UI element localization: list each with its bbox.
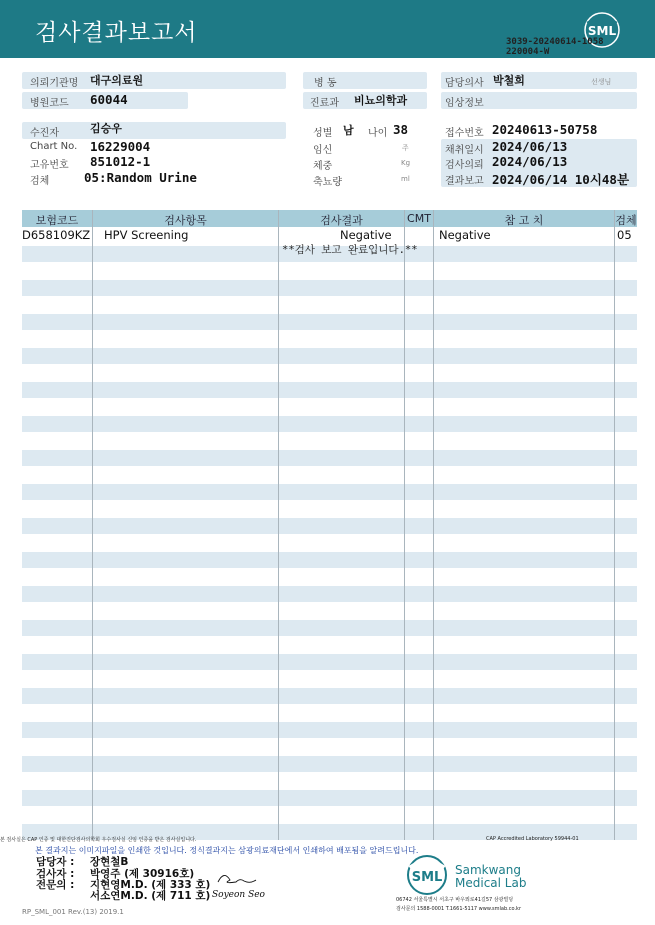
staff-name: 장현철B <box>90 856 129 868</box>
cap-note: CAP Accredited Laboratory 59944-01 <box>486 836 579 842</box>
column-divider <box>404 210 405 840</box>
print-notice: 본 결과지는 이미지파일을 인쇄한 것입니다. 정식결과지는 삼광의료재단에서 인쇄하여 배포됨을 알려드립니다. <box>35 846 419 855</box>
table-row-band <box>22 552 637 568</box>
header-insurance-code: 보험코드 <box>35 214 79 227</box>
table-row-band <box>22 620 637 636</box>
request-label: 검사의뢰 <box>445 160 484 171</box>
completion-note: **검사 보고 완료입니다.** <box>282 244 418 256</box>
doctor-suffix: 선생님 <box>591 78 612 86</box>
hospital-code-value: 60044 <box>90 92 128 107</box>
svg-text:Soyeon Seo: Soyeon Seo <box>212 890 265 900</box>
sex-value: 남 <box>343 124 354 137</box>
report-label: 결과보고 <box>445 176 484 187</box>
doctor-label: 담당의사 <box>445 78 484 89</box>
header-reference: 참 고 치 <box>504 214 544 227</box>
patient-label: 수진자 <box>30 128 59 139</box>
staff-role: 담당자 : <box>36 856 75 868</box>
row-insurance-code: D658109KZ <box>22 228 91 242</box>
request-value: 2024/06/13 <box>492 154 568 169</box>
results-table <box>22 210 637 840</box>
chart-value: 16229004 <box>90 139 151 154</box>
table-row-band <box>22 654 637 670</box>
staff-name: 박영주 (제 30916호) <box>90 868 195 880</box>
staff-role: 전문의 : <box>36 879 75 891</box>
age-value: 38 <box>393 122 409 137</box>
column-divider <box>278 210 279 840</box>
patient-row-bg <box>22 122 286 139</box>
specimen-label: 검체 <box>30 176 50 187</box>
specimen-value: 05:Random Urine <box>84 170 197 185</box>
volume-unit: ml <box>401 175 410 183</box>
staff-name: 서소연M.D. (제 711 호) <box>90 890 211 902</box>
accreditation-note: 본 검사실은 CAP 인증 및 대한진단검사의학회 우수검사실 신임 인증을 받은 검사실입니다. <box>0 837 197 843</box>
institution-value: 대구의료원 <box>90 74 144 87</box>
staff-name: 지현영M.D. (제 333 호) <box>90 879 211 891</box>
signature-image <box>210 868 270 902</box>
table-header <box>22 210 637 227</box>
dept-value: 비뇨의학과 <box>354 94 408 107</box>
table-row-band <box>22 790 637 806</box>
doctor-value: 박철희 <box>493 74 525 87</box>
weight-unit: Kg <box>401 159 411 167</box>
table-row-band <box>22 450 637 466</box>
header-test-item: 검사항목 <box>164 214 207 227</box>
row-test-item: HPV Screening <box>104 228 189 242</box>
id-label: 고유번호 <box>30 160 69 171</box>
ward-label: 병 동 <box>314 78 337 89</box>
table-row-band <box>22 518 637 534</box>
svg-text:SML: SML <box>587 24 617 38</box>
staff-role: 검사자 : <box>36 868 75 880</box>
column-divider <box>433 210 434 840</box>
table-row-band <box>22 382 637 398</box>
collect-label: 채취일시 <box>445 145 484 156</box>
institution-label: 의뢰기관명 <box>30 78 79 89</box>
company-name: Samkwang Medical Lab <box>455 863 527 890</box>
report-value: 2024/06/14 10시48분 <box>492 172 630 187</box>
row-reference: Negative <box>439 228 491 242</box>
header-specimen: 검체 <box>615 214 637 227</box>
id-value: 851012-1 <box>90 154 151 169</box>
weight-label: 체중 <box>313 161 333 172</box>
column-divider <box>92 210 93 840</box>
pregnancy-label: 임신 <box>313 145 333 156</box>
patient-name: 김승우 <box>90 122 122 135</box>
volume-label: 축뇨량 <box>313 177 342 188</box>
table-row-band <box>22 280 637 296</box>
company-address: 06742 서울특별시 서초구 바우뫼로41길57 삼광빌딩 <box>396 897 514 903</box>
clinical-label: 임상정보 <box>445 98 484 109</box>
form-code: RP_SML_001 Rev.(13) 2019.1 <box>22 908 124 916</box>
company-contact: 검사문의 1588-0001 T.1661-5117 www.smlab.co.kr <box>396 906 521 912</box>
chart-label: Chart No. <box>30 141 78 152</box>
header-cmt: CMT <box>407 212 431 225</box>
table-row-band <box>22 484 637 500</box>
table-row-band <box>22 586 637 602</box>
svg-text:SML: SML <box>411 870 443 885</box>
table-row-band <box>22 416 637 432</box>
table-row-band <box>22 722 637 738</box>
table-row-band <box>22 688 637 704</box>
header-result: 검사결과 <box>320 214 363 227</box>
sex-label: 성별 <box>313 128 333 139</box>
collect-value: 2024/06/13 <box>492 139 568 154</box>
age-label: 나이 <box>368 128 388 139</box>
row-result: Negative <box>340 228 392 242</box>
column-divider <box>614 210 615 840</box>
receipt-label: 접수번호 <box>445 128 484 139</box>
hospital-code-label: 병원코드 <box>30 98 69 109</box>
report-title: 검사결과보고서 <box>35 20 198 46</box>
pregnancy-unit: 주 <box>402 144 409 152</box>
company-logo-icon <box>405 854 449 896</box>
receipt-value: 20240613-50758 <box>492 122 598 137</box>
table-row-band <box>22 756 637 772</box>
dept-label: 진료과 <box>310 98 339 109</box>
table-row-band <box>22 348 637 364</box>
table-row-band <box>22 314 637 330</box>
row-specimen: 05 <box>617 228 632 242</box>
report-number: 3039-20240614-1058 220004-W <box>506 37 604 57</box>
